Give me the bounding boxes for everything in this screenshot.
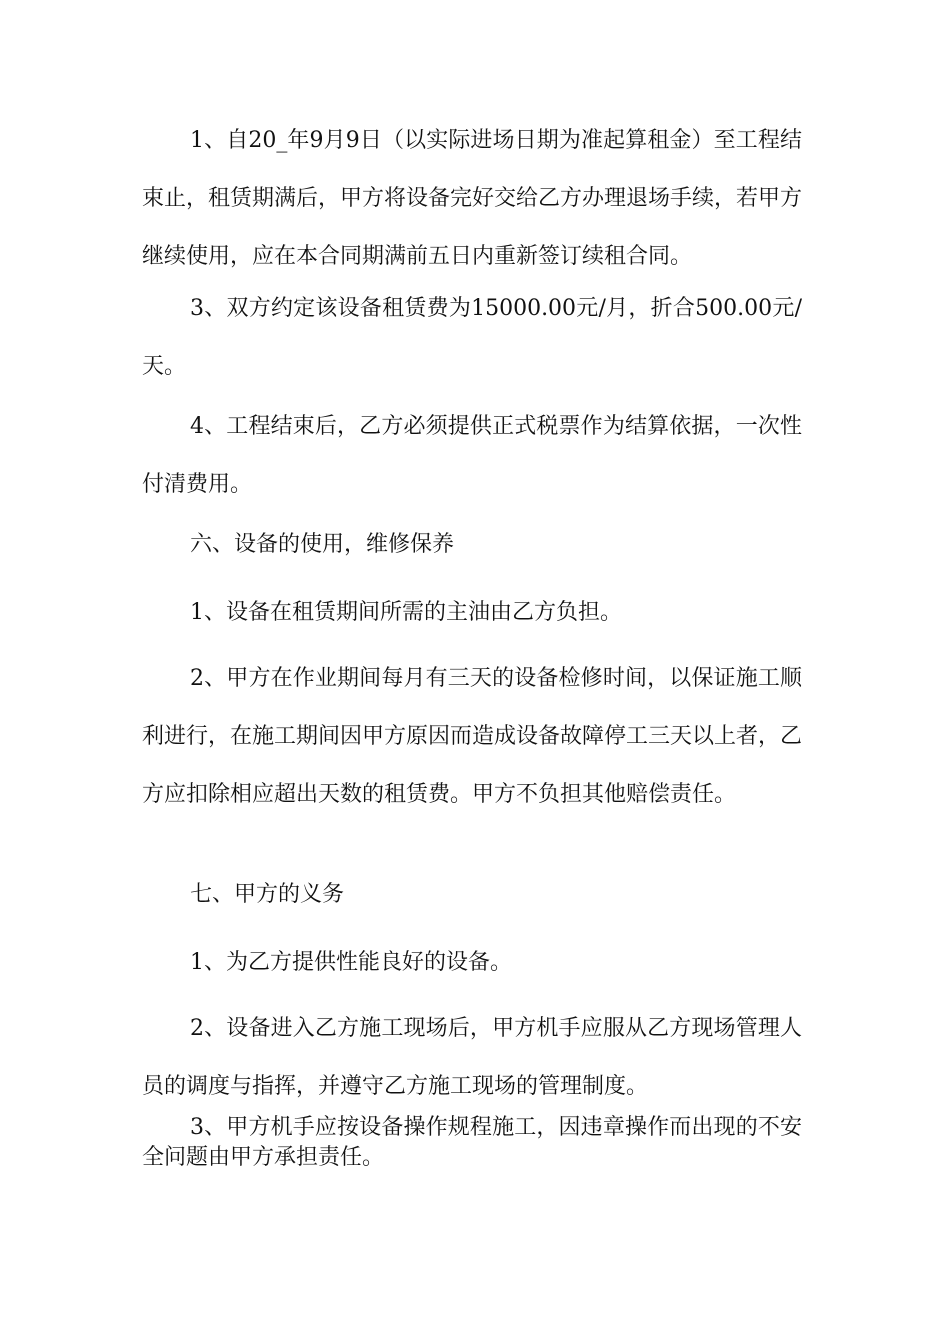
paragraph-fuel: 1、设备在租赁期间所需的主油由乙方负担。	[190, 600, 622, 625]
section-heading-party-a-obligations: 七、甲方的义务	[190, 882, 345, 907]
section-heading-usage-maintenance: 六、设备的使用，维修保养	[190, 532, 455, 557]
paragraph-settlement: 4、工程结束后，乙方必须提供正式税票作为结算依据，一次性付清费用。	[142, 414, 802, 497]
paragraph-inspection: 2、甲方在作业期间每月有三天的设备检修时间，以保证施工顺利进行，在施工期间因甲方原因而造成设备故障停工三天以上者，乙方应扣除相应超出天数的租赁费。甲方不负担其他赔偿责任。	[142, 666, 803, 807]
paragraph-operation-rules: 3、甲方机手应按设备操作规程施工，因违章操作而出现的不安全问题由甲方承担责任。	[142, 1115, 802, 1170]
paragraph-site-management: 2、设备进入乙方施工现场后，甲方机手应服从乙方现场管理人员的调度与指挥，并遵守乙方施工现场的管理制度。	[142, 1016, 802, 1099]
paragraph-lease-term: 1、自20_年9月9日（以实际进场日期为准起算租金）至工程结束止，租赁期满后，甲方将设备完好交给乙方办理退场手续，若甲方继续使用，应在本合同期满前五日内重新签订续租合同。	[142, 128, 803, 269]
paragraph-equipment-supply: 1、为乙方提供性能良好的设备。	[190, 950, 512, 975]
paragraph-rental-fee: 3、双方约定该设备租赁费为15000.00元/月，折合500.00元/天。	[142, 296, 802, 379]
